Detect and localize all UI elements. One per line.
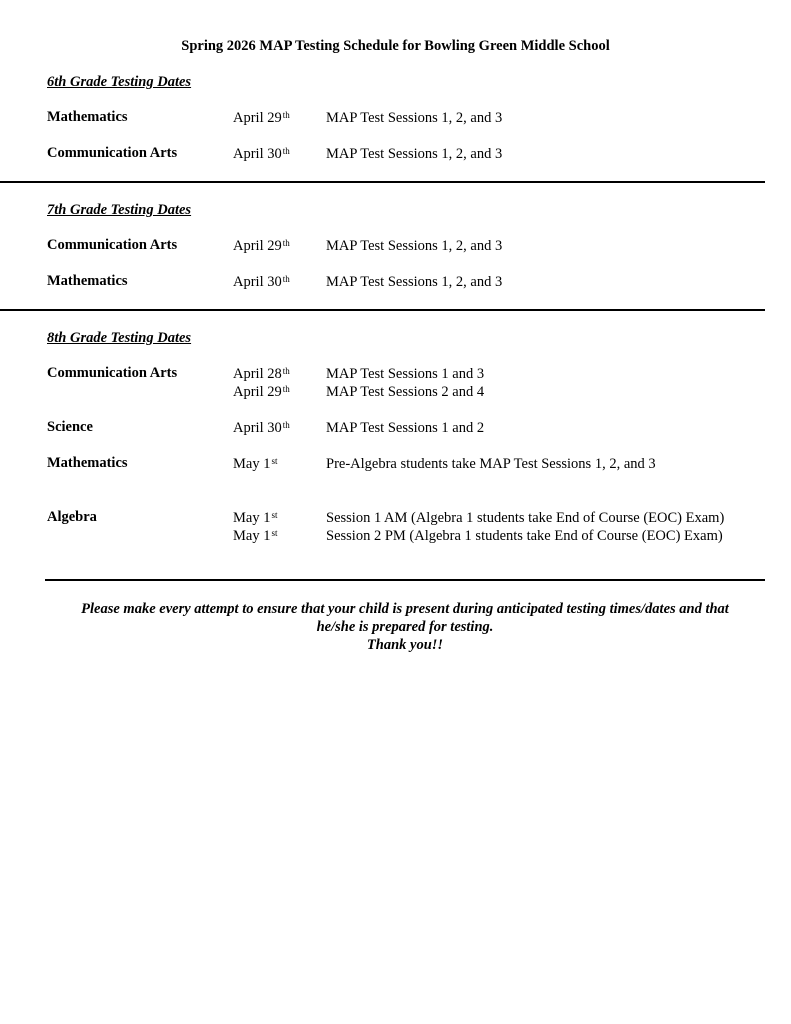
test-description: Pre-Algebra students take MAP Test Sessions 1, 2, and 3 bbox=[326, 456, 656, 472]
test-date: April 28th April 29th bbox=[233, 366, 290, 400]
test-description: Session 1 AM (Algebra 1 students take End of Course (EOC) Exam) Session 2 PM (Algebra 1 students take End of Course (EOC) Exam) bbox=[326, 510, 725, 544]
footer-note bbox=[40, 600, 770, 654]
test-date: April 29th bbox=[233, 110, 290, 126]
page-title: Spring 2026 MAP Testing Schedule for Bowling Green Middle School bbox=[181, 38, 610, 54]
footer-line: he/she is prepared for testing. bbox=[316, 619, 494, 635]
test-date: April 30th bbox=[233, 420, 290, 436]
grade6-heading: 6th Grade Testing Dates bbox=[47, 74, 192, 90]
subject-label: Communication Arts bbox=[47, 365, 178, 381]
subject-label: Science bbox=[47, 419, 93, 435]
subject-label: Mathematics bbox=[47, 273, 128, 289]
subject-label: Mathematics bbox=[47, 109, 128, 125]
test-date: April 30th bbox=[233, 146, 290, 162]
footer-thanks: Thank you!! bbox=[366, 637, 444, 653]
test-description: MAP Test Sessions 1 and 2 bbox=[326, 420, 485, 436]
grade8-heading: 8th Grade Testing Dates bbox=[47, 330, 192, 346]
test-description: MAP Test Sessions 1 and 3 MAP Test Sessions 2 and 4 bbox=[326, 366, 485, 400]
subject-label: Communication Arts bbox=[47, 145, 178, 161]
test-description: MAP Test Sessions 1, 2, and 3 bbox=[326, 146, 503, 162]
test-date: May 1st May 1st bbox=[233, 510, 278, 544]
test-description: MAP Test Sessions 1, 2, and 3 bbox=[326, 274, 503, 290]
test-date: May 1st bbox=[233, 456, 278, 472]
subject-label: Algebra bbox=[47, 509, 97, 525]
grade7-heading: 7th Grade Testing Dates bbox=[47, 202, 192, 218]
test-date: April 29th bbox=[233, 238, 290, 254]
footer-line: Please make every attempt to ensure that your child is present during anticipated testing times/dates and that bbox=[81, 601, 729, 617]
test-date: April 30th bbox=[233, 274, 290, 290]
section-divider bbox=[0, 309, 765, 311]
section-divider bbox=[0, 181, 765, 183]
subject-label: Communication Arts bbox=[47, 237, 178, 253]
subject-label: Mathematics bbox=[47, 455, 128, 471]
test-description: MAP Test Sessions 1, 2, and 3 bbox=[326, 110, 503, 126]
test-description: MAP Test Sessions 1, 2, and 3 bbox=[326, 238, 503, 254]
section-divider bbox=[45, 579, 765, 581]
